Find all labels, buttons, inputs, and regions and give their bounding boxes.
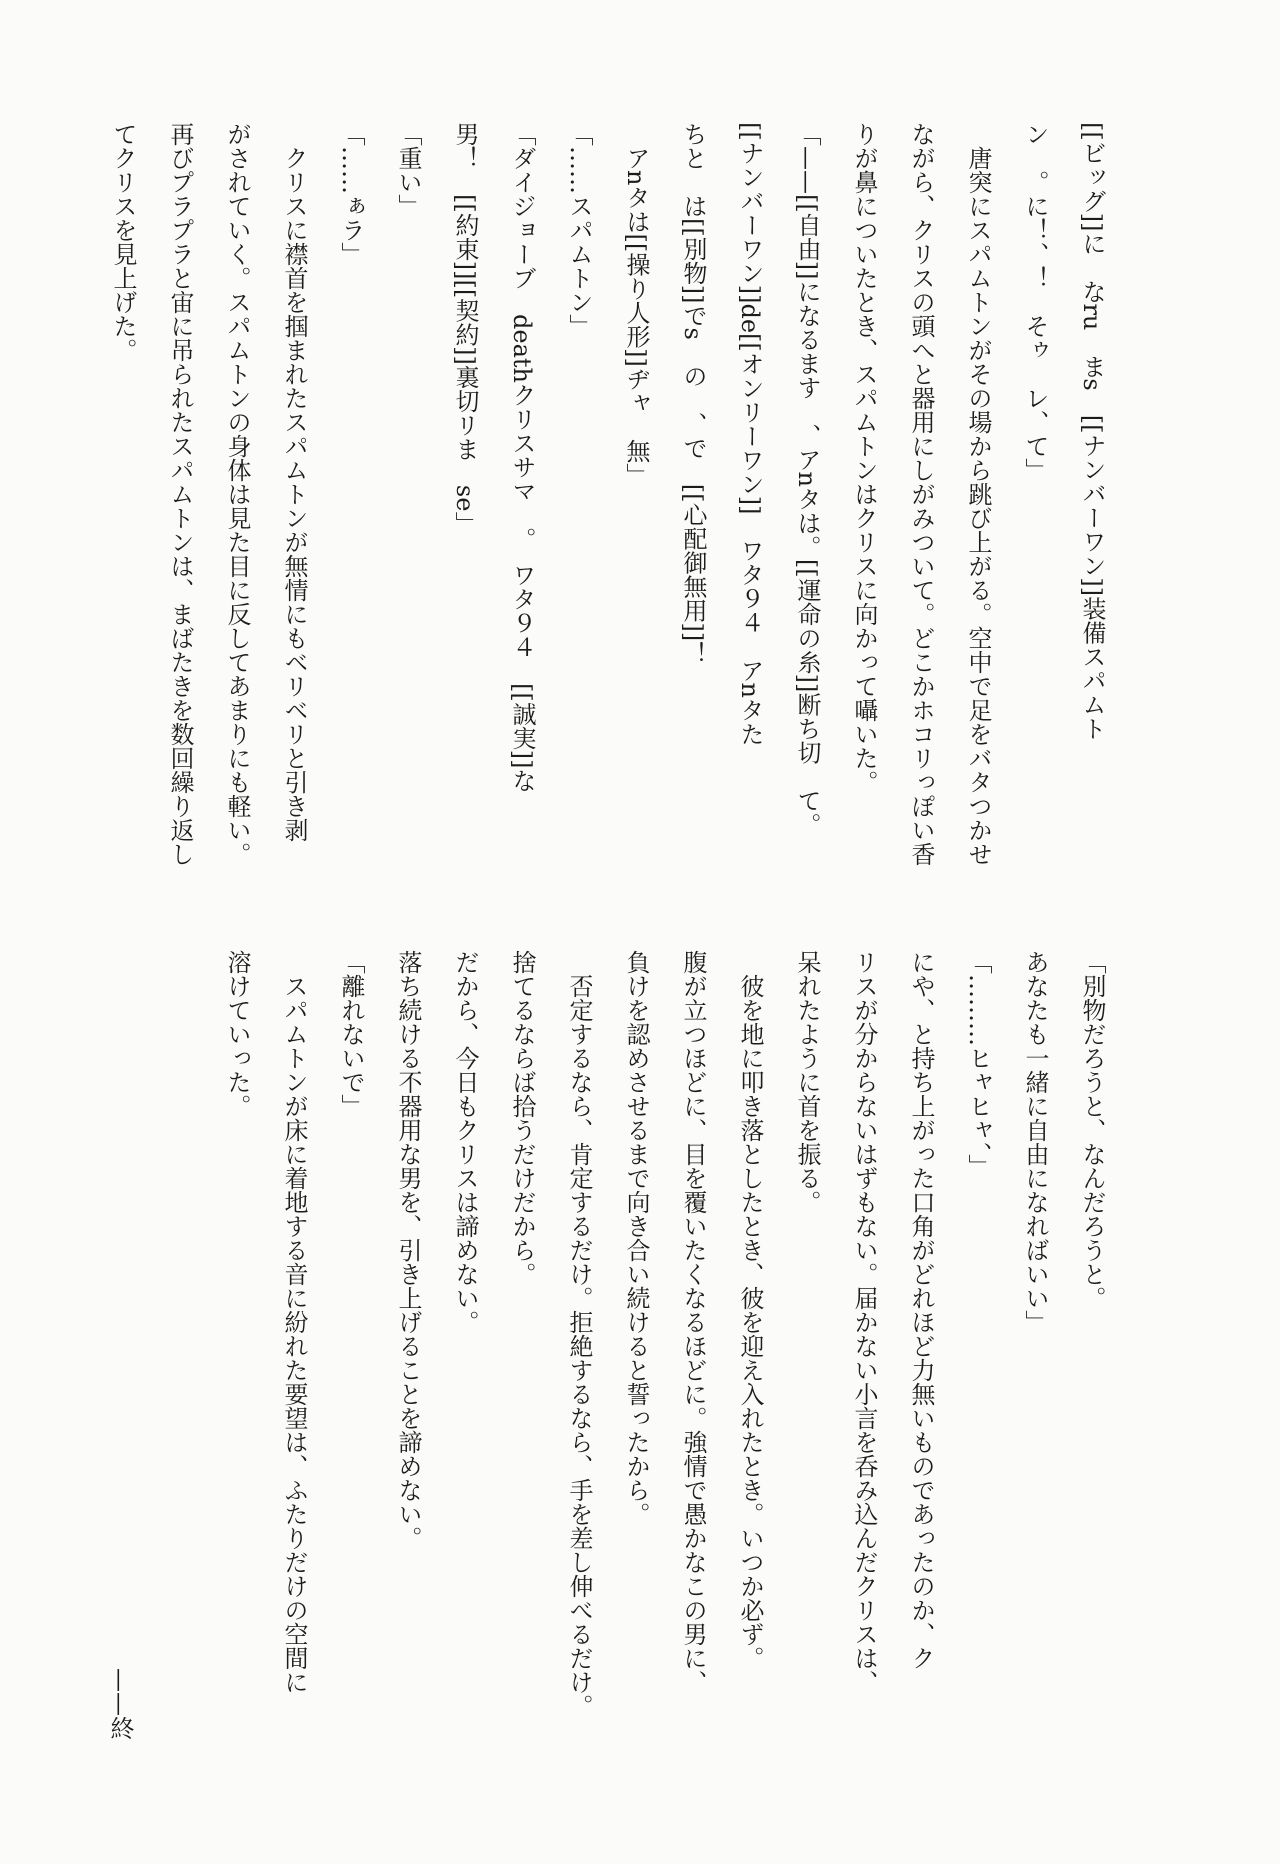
text-column: 「……ぁラ」 <box>337 122 365 266</box>
text-column: ン 。に！、！ そゥ レ、て」 <box>1021 122 1049 482</box>
text-column: にや、と持ち上がった口角がどれほど力無いものであったのか、ク <box>907 950 935 1670</box>
end-mark: ——終 <box>106 1668 134 1740</box>
text-column: ちと は[[別物]]でs の 、で [[心配御無用]]！ <box>679 122 707 666</box>
text-column: りが鼻についたとき、スパムトンはクリスに向かって囁いた。 <box>850 122 878 794</box>
text-column: [[ナンバーワン]]de[[オンリーワン]] ワタ９４ アnタた <box>736 122 764 746</box>
text-column: アnタは[[操り人形]]ヂャ 無」 <box>622 122 650 487</box>
text-column: あなたも一緒に自由になればいい」 <box>1021 950 1049 1334</box>
text-column: 「………ヒャヒャ、」 <box>964 950 992 1178</box>
text-column: 男！ [[約束]][[契約]]裏切リま se」 <box>451 122 479 536</box>
text-column: 「重い」 <box>394 122 422 218</box>
text-column: 再びプラプラと宙に吊られたスパムトンは、まばたきを数回繰り返し <box>166 122 194 866</box>
text-column: 呆れたように首を振る。 <box>793 950 821 1214</box>
text-column: てクリスを見上げた。 <box>109 122 137 362</box>
text-column: 「ダイジョーブ deathクリスサマ 。 ワタ９４ [[誠実]]な <box>508 122 536 793</box>
text-column: [[ビッグ]]に なru まs [[ナンバーワン]]装備スパムト <box>1078 122 1106 741</box>
text-column: 負けを認めさせるまで向き合い続けると誓ったから。 <box>622 950 650 1526</box>
text-column: 否定するなら、肯定するだけ。拒絶するなら、手を差し伸べるだけ。 <box>565 950 593 1718</box>
text-column: 「離れないで」 <box>337 950 365 1118</box>
text-column: だから、今日もクリスは諦めない。 <box>451 950 479 1334</box>
text-column: 腹が立つほどに、目を覆いたくなるほどに。強情で愚かなこの男に、 <box>679 950 707 1694</box>
text-column: クリスに襟首を掴まれたスパムトンが無情にもベリベリと引き剥 <box>280 122 308 842</box>
lower-text-block <box>208 950 1120 1718</box>
text-column: 捨てるならば拾うだけだから。 <box>508 950 536 1286</box>
text-column: ながら、クリスの頭へと器用にしがみついて。どこかホコリっぽい香 <box>907 122 935 866</box>
text-column: 「別物だろうと、なんだろうと。 <box>1078 950 1106 1310</box>
text-column: スパムトンが床に着地する音に紛れた要望は、ふたりだけの空間に <box>280 950 308 1694</box>
text-column: 彼を地に叩き落としたとき、彼を迎え入れたとき。いつか必ず。 <box>736 950 764 1670</box>
text-column: 「——[[自由]]になるます 、アnタは。[[運命の糸]]断ち切 て。 <box>793 122 821 837</box>
text-column: 落ち続ける不器用な男を、引き上げることを諦めない。 <box>394 950 422 1550</box>
text-column: 「……スパムトン」 <box>565 122 593 338</box>
upper-text-block <box>94 122 1120 882</box>
text-column: 唐突にスパムトンがその場から跳び上がる。空中で足をバタつかせ <box>964 122 992 866</box>
text-column: リスが分からないはずもない。届かない小言を呑み込んだクリスは、 <box>850 950 878 1694</box>
text-column: 溶けていった。 <box>223 950 251 1118</box>
text-column: がされていく。スパムトンの身体は見た目に反してあまりにも軽い。 <box>223 122 251 866</box>
